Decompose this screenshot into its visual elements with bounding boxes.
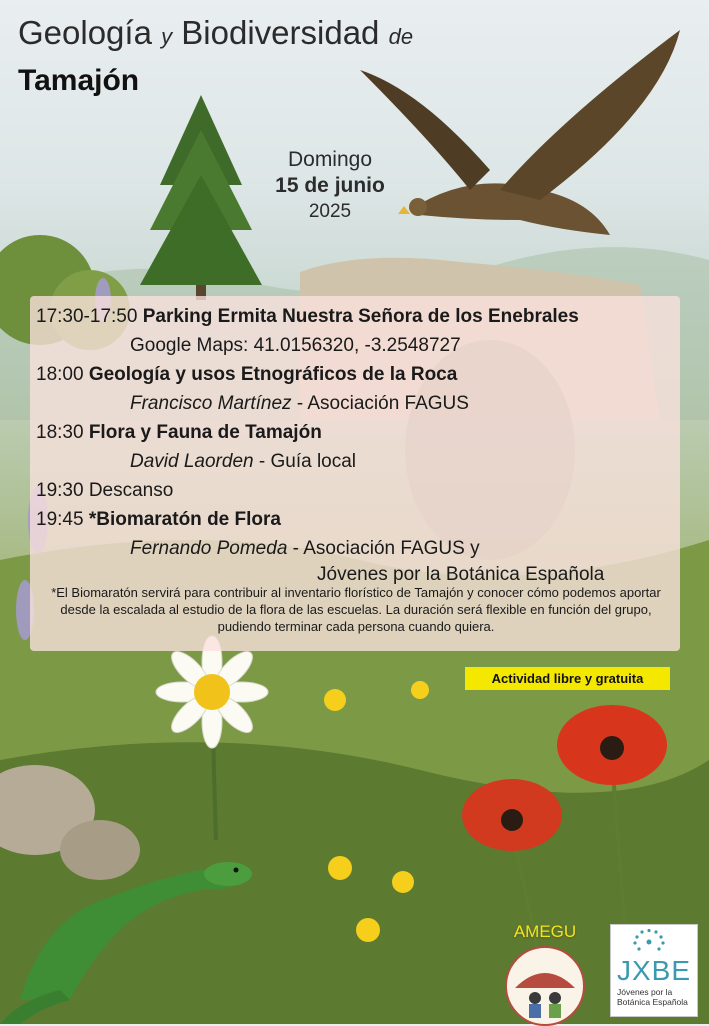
- item-org: - Guía local: [258, 451, 357, 472]
- pine-tree: [140, 95, 262, 300]
- item-detail: Google Maps: 41.0156320, -3.2548727: [130, 335, 461, 356]
- item-time: 18:30: [36, 422, 84, 443]
- title-conjunction: y: [161, 24, 173, 49]
- jxbe-logo: [610, 924, 698, 1017]
- title-preposition: de: [388, 24, 414, 49]
- item-title: Flora y Fauna de Tamajón: [88, 422, 322, 443]
- schedule-item-1: [36, 306, 579, 328]
- date-weekday: Domingo: [287, 148, 373, 171]
- jxbe-logo-mark: JXBE: [617, 955, 692, 986]
- schedule-panel: [30, 296, 680, 651]
- item-title: *Biomaratón de Flora: [88, 509, 281, 530]
- biomaraton-note: *El Biomaratón servirá para contribuir al inventario florístico de Tamajón y conocer cómo podemos aportar desde la escalada al estudio de la flora de las escuelas. La duración será flexible en función del grupo, pudiendo terminar cada persona cuando quiera.: [51, 585, 661, 634]
- item-title: Geología y usos Etnográficos de la Roca: [88, 364, 458, 385]
- schedule-item-3: [36, 422, 322, 444]
- dandelion-icon: [629, 929, 669, 955]
- jxbe-line1: Jóvenes por la: [617, 987, 673, 997]
- schedule-item-2: [36, 364, 457, 386]
- item-org: - Asociación FAGUS: [296, 393, 469, 414]
- item-speaker: Fernando Pomeda: [130, 538, 288, 559]
- title-part2: Biodiversidad: [181, 14, 380, 51]
- item-speaker: David Laorden: [130, 451, 254, 472]
- place-name: Tamajón: [18, 64, 140, 97]
- free-activity-badge: Actividad libre y gratuita: [465, 667, 670, 690]
- item-speaker: Francisco Martínez: [130, 393, 292, 414]
- item-time: 19:45: [36, 509, 84, 530]
- date-year: 2025: [308, 201, 352, 222]
- schedule-item-4: [36, 480, 173, 502]
- item-time: 19:30: [36, 480, 84, 501]
- title-part1: Geología: [18, 14, 152, 51]
- eagle-illustration: [360, 30, 680, 235]
- item-speaker-line: [130, 538, 480, 560]
- item-time: 18:00: [36, 364, 84, 385]
- jxbe-logo-subtitle: [617, 987, 695, 1007]
- event-date: [255, 148, 405, 223]
- item-title: Parking Ermita Nuestra Señora de los Enebrales: [142, 306, 579, 327]
- schedule-item-5: [36, 509, 281, 531]
- item-title: Descanso: [88, 480, 174, 501]
- item-speaker-line: [130, 393, 469, 415]
- item-org-continued: Jóvenes por la Botánica Española: [317, 564, 605, 585]
- amegu-emblem-icon: [505, 946, 585, 1026]
- item-org: - Asociación FAGUS y: [292, 538, 480, 559]
- poster-title: [18, 14, 413, 52]
- date-day: 15 de junio: [275, 174, 385, 197]
- item-time: 17:30-17:50: [36, 306, 138, 327]
- jxbe-line2: Botánica Española: [617, 997, 688, 1007]
- amegu-logo-text: AMEGU: [513, 922, 577, 941]
- item-speaker-line: [130, 451, 356, 473]
- amegu-logo: [503, 922, 587, 1026]
